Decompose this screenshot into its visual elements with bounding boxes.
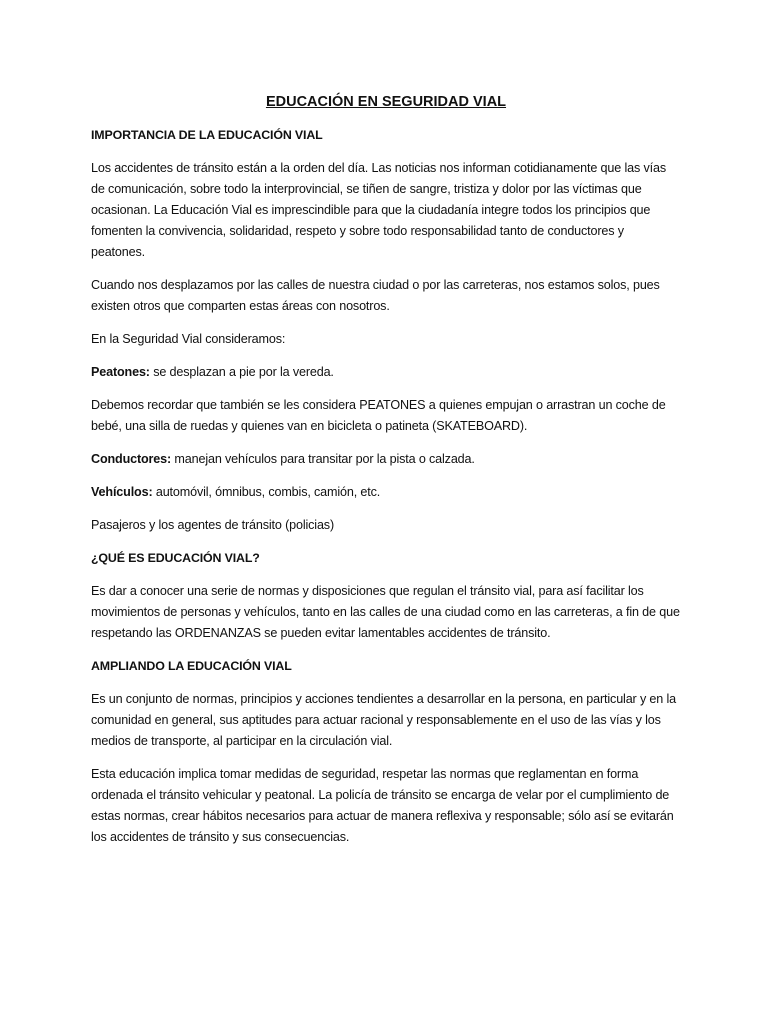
heading-expanding: AMPLIANDO LA EDUCACIÓN VIAL — [91, 659, 292, 673]
paragraph-what: Es dar a conocer una serie de normas y disposiciones que regulan el tránsito vial, para así facilitar los movimientos de personas y vehículos, tanto en las calles de una ciudad como en las carreteras, a fin de que respetando las ORDENANZAS se pueden evitar lamentables accidentes de tránsito. — [91, 584, 680, 640]
paragraph-implies: Esta educación implica tomar medidas de seguridad, respetar las normas que reglamentan en forma ordenada el tránsito vehicular y peatonal. La policía de tránsito se encarga de velar por el cumplimiento de estas normas, crear hábitos necesarios para actuar de manera reflexiva y responsable; sólo así se evitarán los accidentes de tránsito y sus consecuencias. — [91, 767, 674, 844]
paragraph-accidents: Los accidentes de tránsito están a la orden del día. Las noticias nos informan cotidianamente que las vías de comunicación, sobre todo la interprovincial, se tiñen de sangre, tristiza y dolor por las víctimas que ocasionan. La Educación Vial es imprescindible para que la ciudadanía integre todos los principios que fomenten la convivencia, solidaridad, respeto y sobre todo responsabilidad tanto de conductores y peatones. — [91, 161, 666, 259]
vehicles-label: Vehículos: — [91, 485, 153, 499]
drivers-label: Conductores: — [91, 452, 172, 466]
heading-what: ¿QUÉ ES EDUCACIÓN VIAL? — [91, 551, 260, 565]
paragraph-pedestrians — [91, 362, 681, 383]
paragraph-travel: Cuando nos desplazamos por las calles de nuestra ciudad o por las carreteras, nos estamos solos, pues existen otros que comparten estas áreas con nosotros. — [91, 278, 660, 313]
drivers-text: manejan vehículos para transitar por la pista o calzada. — [171, 452, 475, 466]
document-title: EDUCACIÓN EN SEGURIDAD VIAL — [265, 94, 507, 110]
paragraph-drivers — [91, 449, 681, 470]
paragraph-remember: Debemos recordar que también se les considera PEATONES a quienes empujan o arrastran un coche de bebé, una silla de ruedas y quienes van en bicicleta o patineta (SKATEBOARD). — [91, 398, 666, 433]
paragraph-vehicles — [91, 482, 681, 503]
vehicles-text: automóvil, ómnibus, combis, camión, etc. — [152, 485, 381, 499]
heading-importance: IMPORTANCIA DE LA EDUCACIÓN VIAL — [91, 128, 323, 142]
document-page — [91, 92, 681, 860]
pedestrians-text: se desplazan a pie por la vereda. — [149, 365, 334, 379]
pedestrians-label: Peatones: — [91, 365, 150, 379]
paragraph-consider: En la Seguridad Vial consideramos: — [91, 332, 286, 346]
paragraph-set: Es un conjunto de normas, principios y acciones tendientes a desarrollar en la persona, en particular y en la comunidad en general, sus aptitudes para actuar racional y responsablemente en el uso de las vías y los medios de transporte, al participar en la circulación vial. — [91, 692, 676, 748]
paragraph-passengers: Pasajeros y los agentes de tránsito (policias) — [91, 518, 335, 532]
